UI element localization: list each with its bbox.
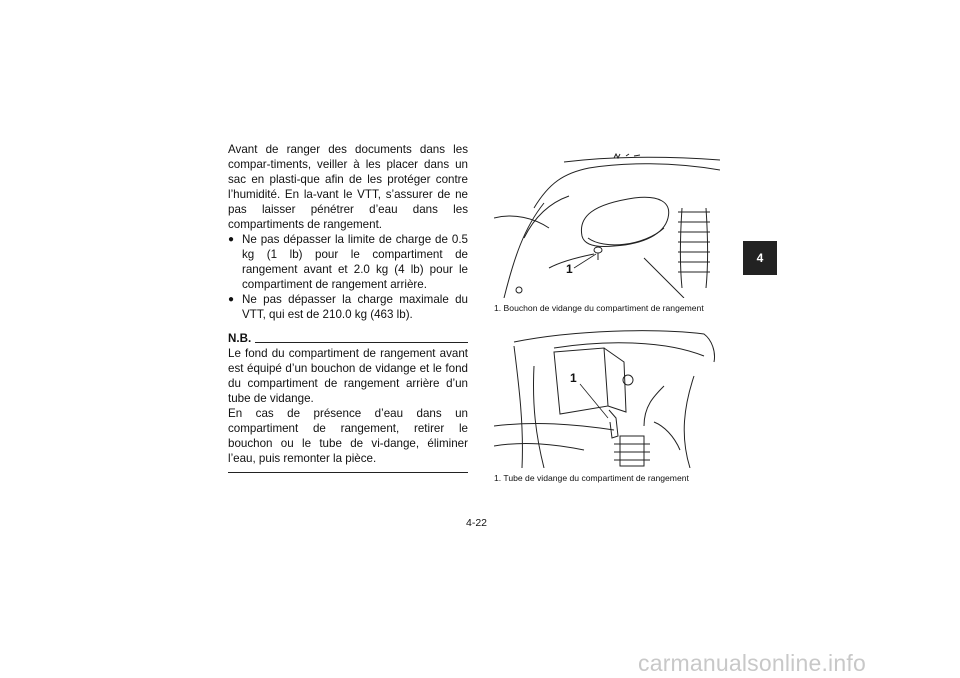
figure-drain-tube [494,326,720,468]
drain-plug-illustration [494,148,720,298]
figure2-callout: 1 [570,371,577,385]
note-header [228,332,468,346]
drain-tube-illustration [494,326,720,468]
figure1-callout: 1 [566,262,573,276]
bullet-text: Ne pas dépasser la charge maximale du VTT, qui est de 210.0 kg (463 lb). [242,293,468,321]
chapter-tab: 4 [743,241,777,275]
figure1-caption: 1. Bouchon de vidange du compartiment de rangement [494,303,704,313]
note-paragraph-1: Le fond du compartiment de rangement avant est équipé d’un bouchon de vidange et le fond du compartiment de rangement arrière d’un tube de vidange. [228,347,468,405]
watermark: carmanualsonline.info [638,650,866,676]
left-text-column [228,142,468,473]
intro-paragraph: Avant de ranger des documents dans les compar-timents, veiller à les placer dans un sac en plasti-que afin de les protéger contre l’humidité. En la-vant le VTT, s’assurer de ne pas laisser pénétrer d’eau dans les compartiments de rangement. [228,143,468,231]
note-rule [255,342,468,343]
page-number: 4-22 [466,517,488,529]
bullet-dot-icon: ● [228,234,235,245]
bullet-dot-icon: ● [228,294,235,305]
bullet-item-2 [228,292,468,322]
note-paragraph-2: En cas de présence d’eau dans un compartiment de rangement, retirer le bouchon ou le tube de vi-dange, éliminer l’eau, puis remonter la pièce. [228,407,468,465]
bullet-item-1 [228,232,468,292]
bullet-text: Ne pas dépasser la limite de charge de 0.5 kg (1 lb) pour le compartiment de rangement avant et 2.0 kg (4 lb) pour le compartiment de rangement arrière. [242,233,468,291]
note-label: N.B. [228,332,252,345]
figure-drain-plug [494,148,720,298]
note-end-rule [228,472,468,473]
figure2-caption: 1. Tube de vidange du compartiment de rangement [494,473,689,483]
